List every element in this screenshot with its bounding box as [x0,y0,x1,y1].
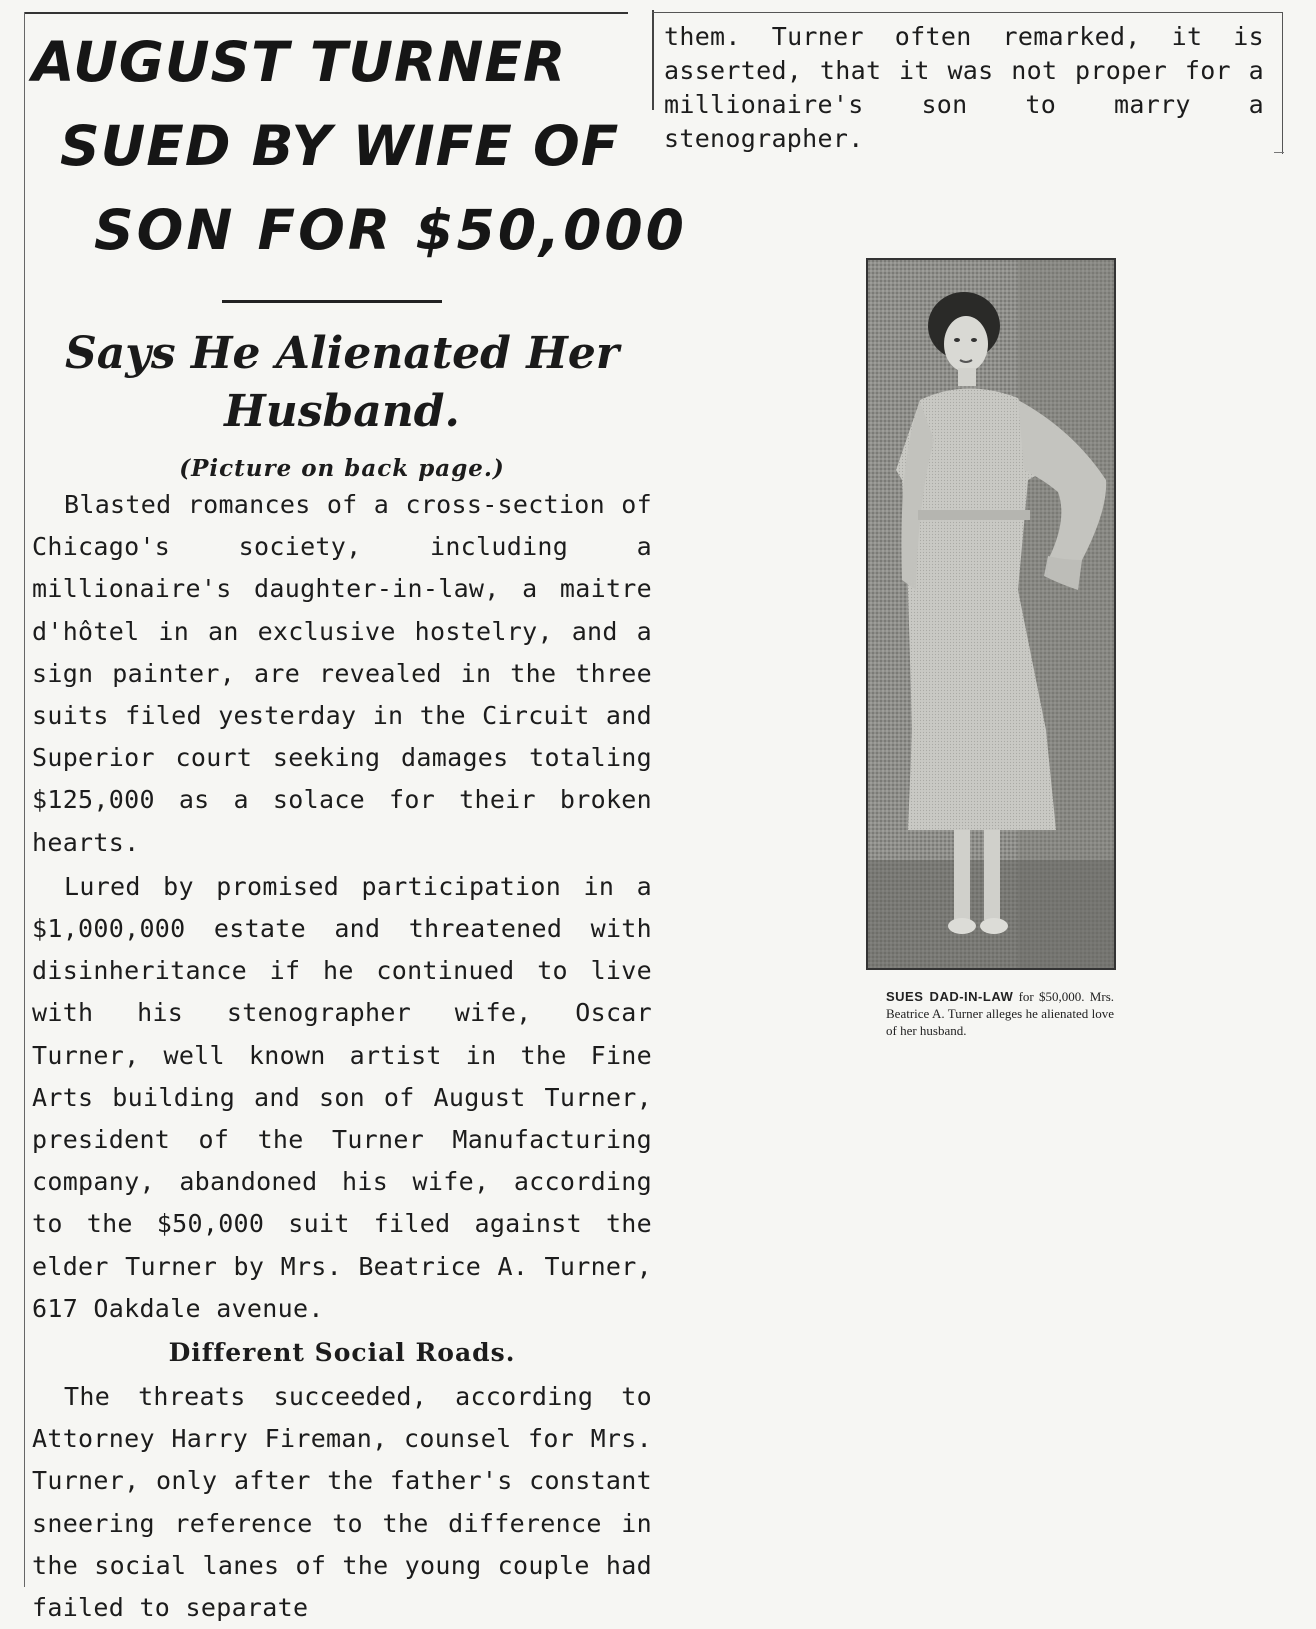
deck [32,325,652,441]
headline-line-1: AUGUST TURNER [32,30,567,94]
woman-portrait-image [868,260,1114,968]
caption-head: SUES DAD-IN-LAW [886,989,1014,1004]
headline-line-2: SUED BY WIFE OF [60,114,620,178]
caption-body: for $50,000. Mrs. Beatrice A. Turner alleges he alienated love of her husband. [886,989,1115,1038]
paragraph-3: The threats succeeded, according to Attorney Harry Fireman, counsel for Mrs. Turner, only after the father's constant sneering reference to the difference in the social lanes of the young couple had failed to separate [32,1382,652,1623]
headline-line-3: SON FOR $50,000 [94,198,687,262]
paragraph-1: Blasted romances of a cross-section of Chicago's society, including a millionaire's daughter-in-law, a maitre d'hôtel in an exclusive hostelry, and a sign painter, are revealed in the three suits filed yesterday in the Circuit and Superior court seeking damages totaling $125,000 as a solace for their broken hearts. [32,490,652,857]
headline-divider [222,300,442,303]
right-rule-end [1274,152,1284,153]
right-column-continuation [664,20,1264,156]
deck-line-1: Says He Alienated Her [64,328,620,379]
picture-note: (Picture on back page.) [179,455,505,482]
subhead: Different Social Roads. [168,1338,516,1368]
photo-caption [886,988,1114,1039]
top-rule-left [24,12,628,14]
portrait-photo [866,258,1116,970]
continuation-text: them. Turner often remarked, it is asserted, that it was not proper for a millionaire's son to marry a stenographer. [664,22,1264,153]
paragraph-2: Lured by promised participation in a $1,000,000 estate and threatened with disinheritance if he continued to live with his stenographer wife, Oscar Turner, well known artist in the Fine Arts building and son of August Turner, president of the Turner Manufacturing company, abandoned his wife, according to the $50,000 suit filed against the elder Turner by Mrs. Beatrice A. Turner, 617 Oakdale avenue. [32,871,652,1323]
left-column-rule [24,12,25,1587]
deck-line-2: Husband. [224,386,460,437]
right-column-rule [1282,12,1283,154]
column-divider [652,10,654,110]
top-rule-right [652,12,1282,13]
headline [32,20,687,272]
left-column [32,20,687,1629]
